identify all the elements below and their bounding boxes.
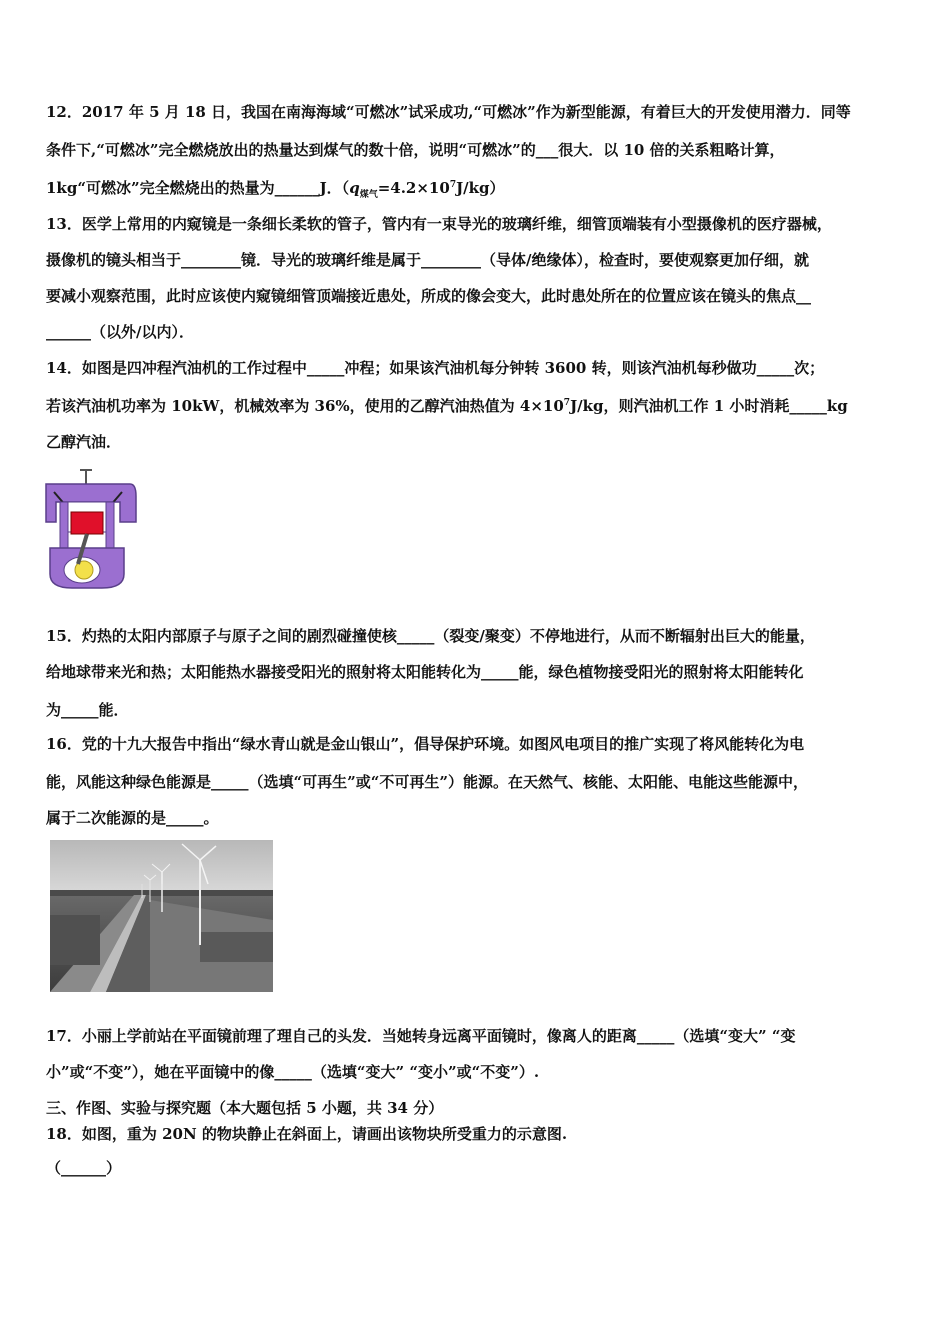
q13-line-3: 要减小观察范围，此时应该使内窥镜细管顶端接近患处，所成的像会变大，此时患处所在的位置应该在镜头的焦点__ [46,287,812,305]
q17-line-1: 17．小丽上学前站在平面镜前理了理自己的头发．当她转身远离平面镜时，像离人的距离_____（选填“变大” “变 [46,1027,796,1045]
q13-line-4: ______（以外/以内）． [46,323,194,341]
piston [71,512,103,534]
q13-line-1: 13．医学上常用的内窥镜是一条细长柔软的管子，管内有一束导光的玻璃纤维，细管顶端装有小型摄像机的医疗器械， [46,215,832,233]
q18-line-1: 18．如图，重为 20N 的物块静止在斜面上，请画出该物块所受重力的示意图. [46,1125,568,1143]
q16-line-1: 16．党的十九大报告中指出“绿水青山就是金山银山”，倡导保护环境。如图风电项目的推广实现了将风能转化为电 [46,735,805,753]
q14-line-1: 14．如图是四冲程汽油机的工作过程中_____冲程；如果该汽油机每分钟转 3600 转，则该汽油机每秒做功_____次； [46,359,825,377]
q12-line-2: 条件下,“可燃冰”完全燃烧放出的热量达到煤气的数十倍，说明“可燃冰”的___很大．以 10 倍的关系粗略计算， [46,141,785,159]
q17-line-2: 小”或“不变”），她在平面镜中的像_____（选填“变大” “变小”或“不变”）. [46,1063,540,1081]
q15-line-3: 为_____能． [46,701,129,719]
q16-line-2: 能，风能这种绿色能源是_____（选填“可再生”或“不可再生”）能源。在天然气、核能、太阳能、电能这些能源中， [46,773,809,791]
q16-line-3: 属于二次能源的是_____。 [46,809,219,827]
wind-farm-photo [50,840,273,992]
section-3-heading: 三、作图、实验与探究题（本大题包括 5 小题，共 34 分） [46,1099,444,1117]
q15-line-2: 给地球带来光和热；太阳能热水器接受阳光的照射将太阳能转化为_____能，绿色植物接受阳光的照射将太阳能转化 [46,663,804,681]
q13-line-2: 摄像机的镜头相当于________镜．导光的玻璃纤维是属于________（导体/绝缘体），检查时，要使观察更加仔细，就 [46,251,809,269]
q15-line-1: 15．灼热的太阳内部原子与原子之间的剧烈碰撞使核_____（裂变/聚变）不停地进行，从而不断辐射出巨大的能量， [46,627,815,645]
q12-line-1: 12．2017 年 5 月 18 日，我国在南海海域“可燃冰”试采成功,“可燃冰”作为新型能源，有着巨大的开发使用潜力．同等 [46,103,851,121]
q18-answer-blank: （______） [46,1159,122,1177]
engine-diagram [40,462,140,592]
q14-line-3: 乙醇汽油． [46,433,122,451]
q12-line-3: 1kg“可燃冰”完全燃烧出的热量为______J．$(q_{煤气}=4.2\times 10^7J/kg)$ [46,179,505,200]
q14-line-2: 若该汽油机功率为 10kW，机械效率为 36%，使用的乙醇汽油热值为 $4\times 10^7J/kg$，则汽油机工作 1 小时消耗_____kg [46,397,848,415]
